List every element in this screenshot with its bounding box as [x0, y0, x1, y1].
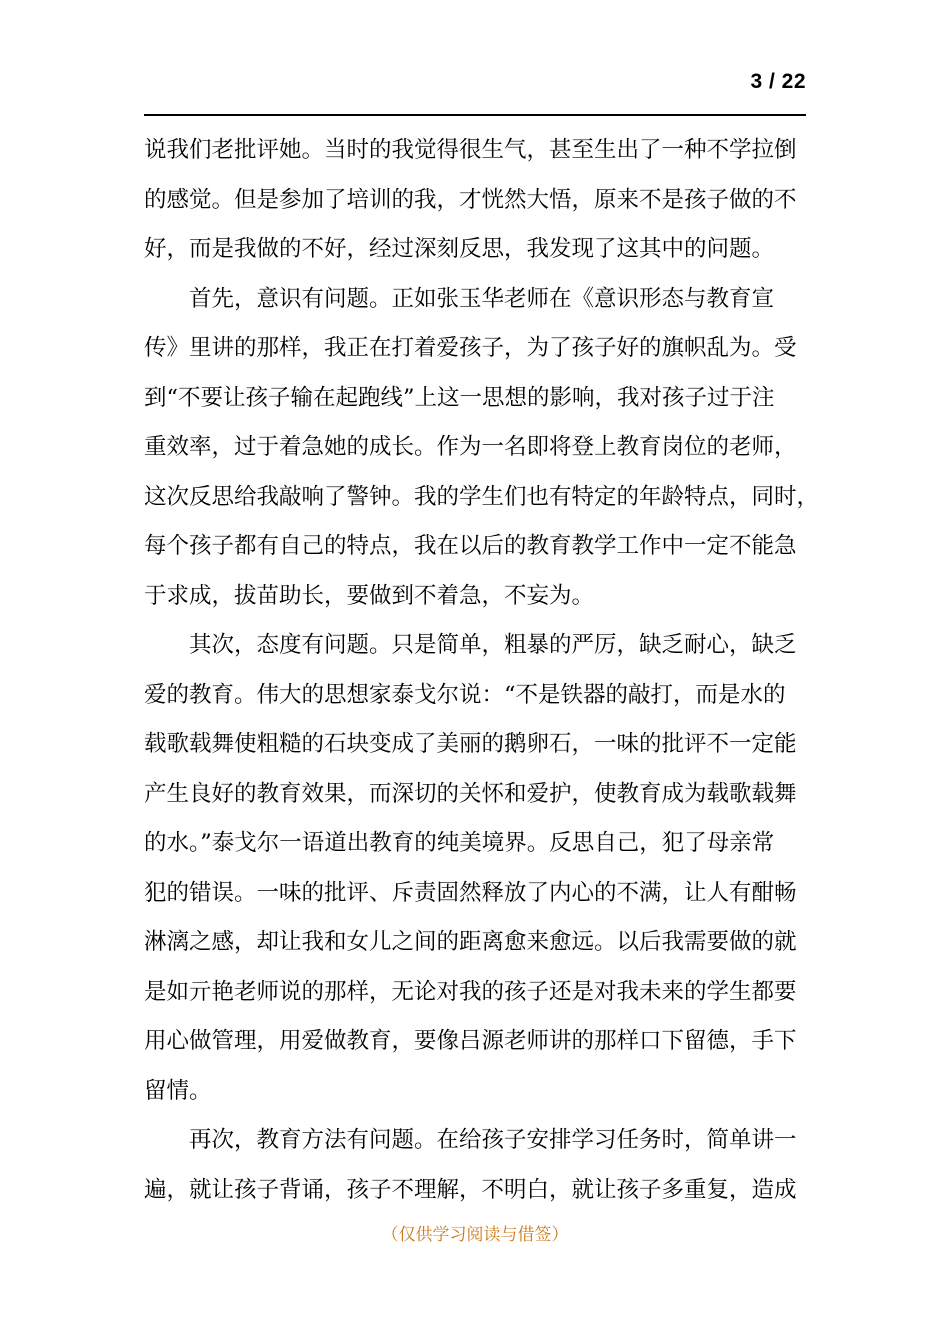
text-line: 重效率，过于着急她的成长。作为一名即将登上教育岗位的老师， — [144, 434, 797, 460]
text-line: 爱的教育。伟大的思想家泰戈尔说：“不是铁器的敲打，而是水的 — [144, 681, 786, 708]
document-body — [144, 126, 820, 1215]
text-line: 其次，态度有问题。只是简单，粗暴的严厉，缺乏耐心，缺乏 — [144, 632, 797, 658]
text-line: 是如亓艳老师说的那样，无论对我的孩子还是对我未来的学生都要 — [144, 978, 797, 1005]
text-line: 犯的错误。一味的批评、斥责固然释放了内心的不满，让人有酣畅 — [144, 879, 797, 906]
text-line: 每个孩子都有自己的特点，我在以后的教育教学工作中一定不能急 — [144, 533, 797, 559]
header-divider — [144, 114, 806, 116]
text-line: 说我们老批评她。当时的我觉得很生气，甚至生出了一种不学拉倒 — [144, 137, 797, 163]
text-line: 的感觉。但是参加了培训的我，才恍然大悟，原来不是孩子做的不 — [144, 186, 797, 213]
text-line: 淋漓之感，却让我和女儿之间的距离愈来愈远。以后我需要做的就 — [144, 929, 797, 955]
text-line: 的水。”泰戈尔一语道出教育的纯美境界。反思自己，犯了母亲常 — [144, 830, 775, 856]
page-number: 3 / 22 — [750, 70, 806, 93]
text-line: 这次反思给我敲响了警钟。我的学生们也有特定的年龄特点，同时， — [144, 483, 820, 510]
text-line: 传》里讲的那样，我正在打着爱孩子，为了孩子好的旗帜乱为。受 — [144, 335, 797, 361]
text-line: 留情。 — [144, 1077, 212, 1104]
text-line: 首先，意识有问题。正如张玉华老师在《意识形态与教育宣 — [144, 285, 775, 312]
text-line: 于求成，拔苗助长，要做到不着急，不妄为。 — [144, 582, 595, 609]
text-line: 到“不要让孩子输在起跑线”上这一思想的影响，我对孩子过于注 — [144, 384, 775, 411]
text-line: 遍，就让孩子背诵，孩子不理解，不明白，就让孩子多重复，造成 — [144, 1176, 797, 1203]
footer-note: （仅供学习阅读与借签） — [381, 1225, 569, 1245]
text-line: 产生良好的教育效果，而深切的关怀和爱护，使教育成为载歌载舞 — [144, 780, 797, 807]
text-line: 载歌载舞使粗糙的石块变成了美丽的鹅卵石，一味的批评不一定能 — [144, 731, 797, 757]
text-line: 用心做管理，用爱做教育，要像吕源老师讲的那样口下留德，手下 — [144, 1028, 797, 1054]
text-line: 再次，教育方法有问题。在给孩子安排学习任务时，简单讲一 — [144, 1127, 797, 1153]
text-line: 好，而是我做的不好，经过深刻反思，我发现了这其中的问题。 — [144, 236, 775, 262]
